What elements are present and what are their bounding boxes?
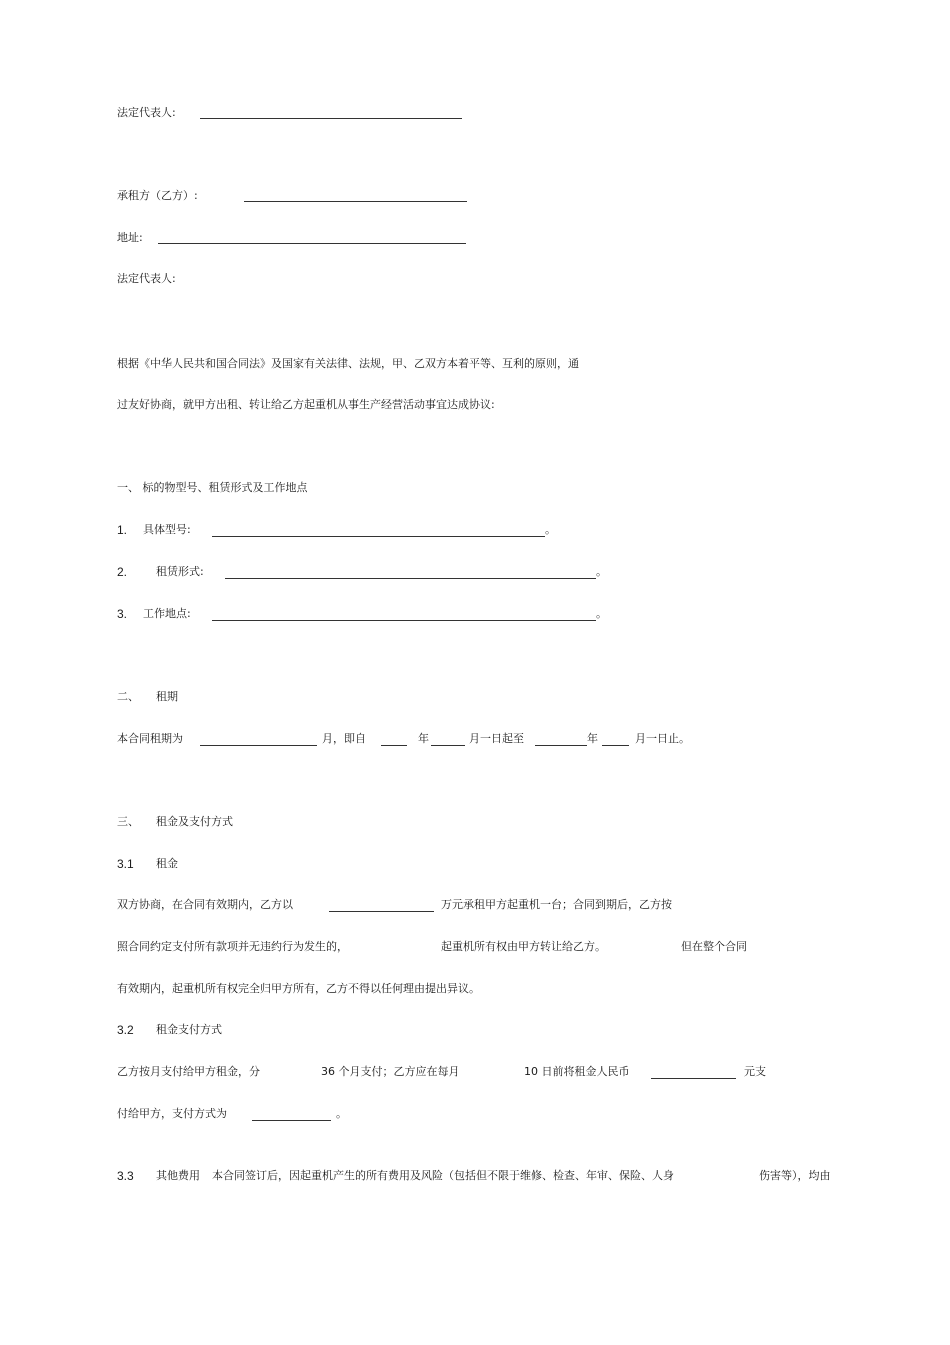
work-location-blank[interactable] bbox=[212, 620, 596, 621]
rent-text-2a: 照合同约定支付所有款项并无违约行为发生的， bbox=[117, 940, 348, 953]
other-fees-text-a: 本合同签订后，因起重机产生的所有费用及风险（包括但不限于维修、检查、年审、保险、人身 bbox=[212, 1169, 674, 1182]
rent-text-1a: 双方协商，在合同有效期内，乙方以 bbox=[117, 898, 293, 911]
address-label: 地址: bbox=[117, 231, 143, 244]
item-2-number: 2. bbox=[117, 565, 128, 579]
term-months-blank[interactable] bbox=[200, 745, 317, 746]
subsection-3-1-title: 租金 bbox=[156, 857, 178, 870]
address-blank[interactable] bbox=[158, 243, 466, 244]
rent-rmb-blank[interactable] bbox=[651, 1078, 736, 1079]
work-location-label: 工作地点: bbox=[143, 607, 191, 620]
lessee-label: 承租方（乙方）: bbox=[117, 189, 198, 202]
end-year-blank[interactable] bbox=[535, 745, 587, 746]
lease-term-text-5: 年 bbox=[587, 732, 598, 745]
section-1-title: 一、 标的物型号、租赁形式及工作地点 bbox=[117, 481, 308, 494]
preamble-line-1: 根据《中华人民共和国合同法》及国家有关法律、法规，甲、乙双方本着平等、互利的原则，通 bbox=[117, 357, 579, 370]
work-location-period: 。 bbox=[596, 607, 607, 620]
payment-text-5b: 。 bbox=[336, 1107, 347, 1120]
model-period: 。 bbox=[545, 523, 556, 536]
start-year-blank[interactable] bbox=[381, 745, 407, 746]
section-3-number: 三、 bbox=[117, 815, 139, 828]
lease-form-blank[interactable] bbox=[225, 578, 596, 579]
rent-text-3: 有效期内，起重机所有权完全归甲方所有，乙方不得以任何理由提出异议。 bbox=[117, 982, 480, 995]
lease-term-text-4: 月一日起至 bbox=[469, 732, 524, 745]
start-month-blank[interactable] bbox=[431, 745, 465, 746]
item-3-number: 3. bbox=[117, 607, 128, 621]
model-label: 具体型号: bbox=[143, 523, 191, 536]
lessee-blank[interactable] bbox=[244, 201, 467, 202]
payment-text-4c: 10 日前将租金人民币 bbox=[524, 1065, 630, 1078]
payment-text-5a: 付给甲方，支付方式为 bbox=[117, 1107, 227, 1120]
subsection-3-3-title: 其他费用 bbox=[156, 1169, 200, 1182]
payment-method-blank[interactable] bbox=[252, 1120, 331, 1121]
end-month-blank[interactable] bbox=[602, 745, 629, 746]
legal-rep-label: 法定代表人: bbox=[117, 106, 176, 119]
lease-term-text-3: 年 bbox=[418, 732, 429, 745]
payment-text-4a: 乙方按月支付给甲方租金，分 bbox=[117, 1065, 260, 1078]
item-1-number: 1. bbox=[117, 523, 128, 537]
section-2-title: 租期 bbox=[156, 690, 178, 703]
lease-term-text-2: 月，即自 bbox=[322, 732, 366, 745]
lease-term-text-1: 本合同租期为 bbox=[117, 732, 183, 745]
lease-form-period: 。 bbox=[596, 565, 607, 578]
subsection-3-1-number: 3.1 bbox=[117, 857, 134, 871]
rent-text-1b: 万元承租甲方起重机一台；合同到期后，乙方按 bbox=[441, 898, 672, 911]
section-3-title: 租金及支付方式 bbox=[156, 815, 233, 828]
other-fees-text-b: 伤害等），均由 bbox=[759, 1169, 831, 1182]
lease-form-label: 租赁形式: bbox=[156, 565, 204, 578]
payment-text-4d: 元支 bbox=[744, 1065, 766, 1078]
model-blank[interactable] bbox=[212, 536, 545, 537]
legal-rep-blank[interactable] bbox=[200, 118, 462, 119]
legal-rep-label-2: 法定代表人: bbox=[117, 272, 176, 285]
rent-text-2c: 但在整个合同 bbox=[681, 940, 747, 953]
subsection-3-3-number: 3.3 bbox=[117, 1169, 134, 1183]
section-2-number: 二、 bbox=[117, 690, 139, 703]
subsection-3-2-title: 租金支付方式 bbox=[156, 1023, 222, 1036]
rent-text-2b: 起重机所有权由甲方转让给乙方。 bbox=[441, 940, 606, 953]
preamble-line-2: 过友好协商，就甲方出租、转让给乙方起重机从事生产经营活动事宜达成协议: bbox=[117, 398, 495, 411]
rent-amount-blank[interactable] bbox=[329, 911, 434, 912]
lease-term-text-6: 月一日止。 bbox=[635, 732, 690, 745]
subsection-3-2-number: 3.2 bbox=[117, 1023, 134, 1037]
payment-text-4b: 36 个月支付；乙方应在每月 bbox=[321, 1065, 460, 1078]
